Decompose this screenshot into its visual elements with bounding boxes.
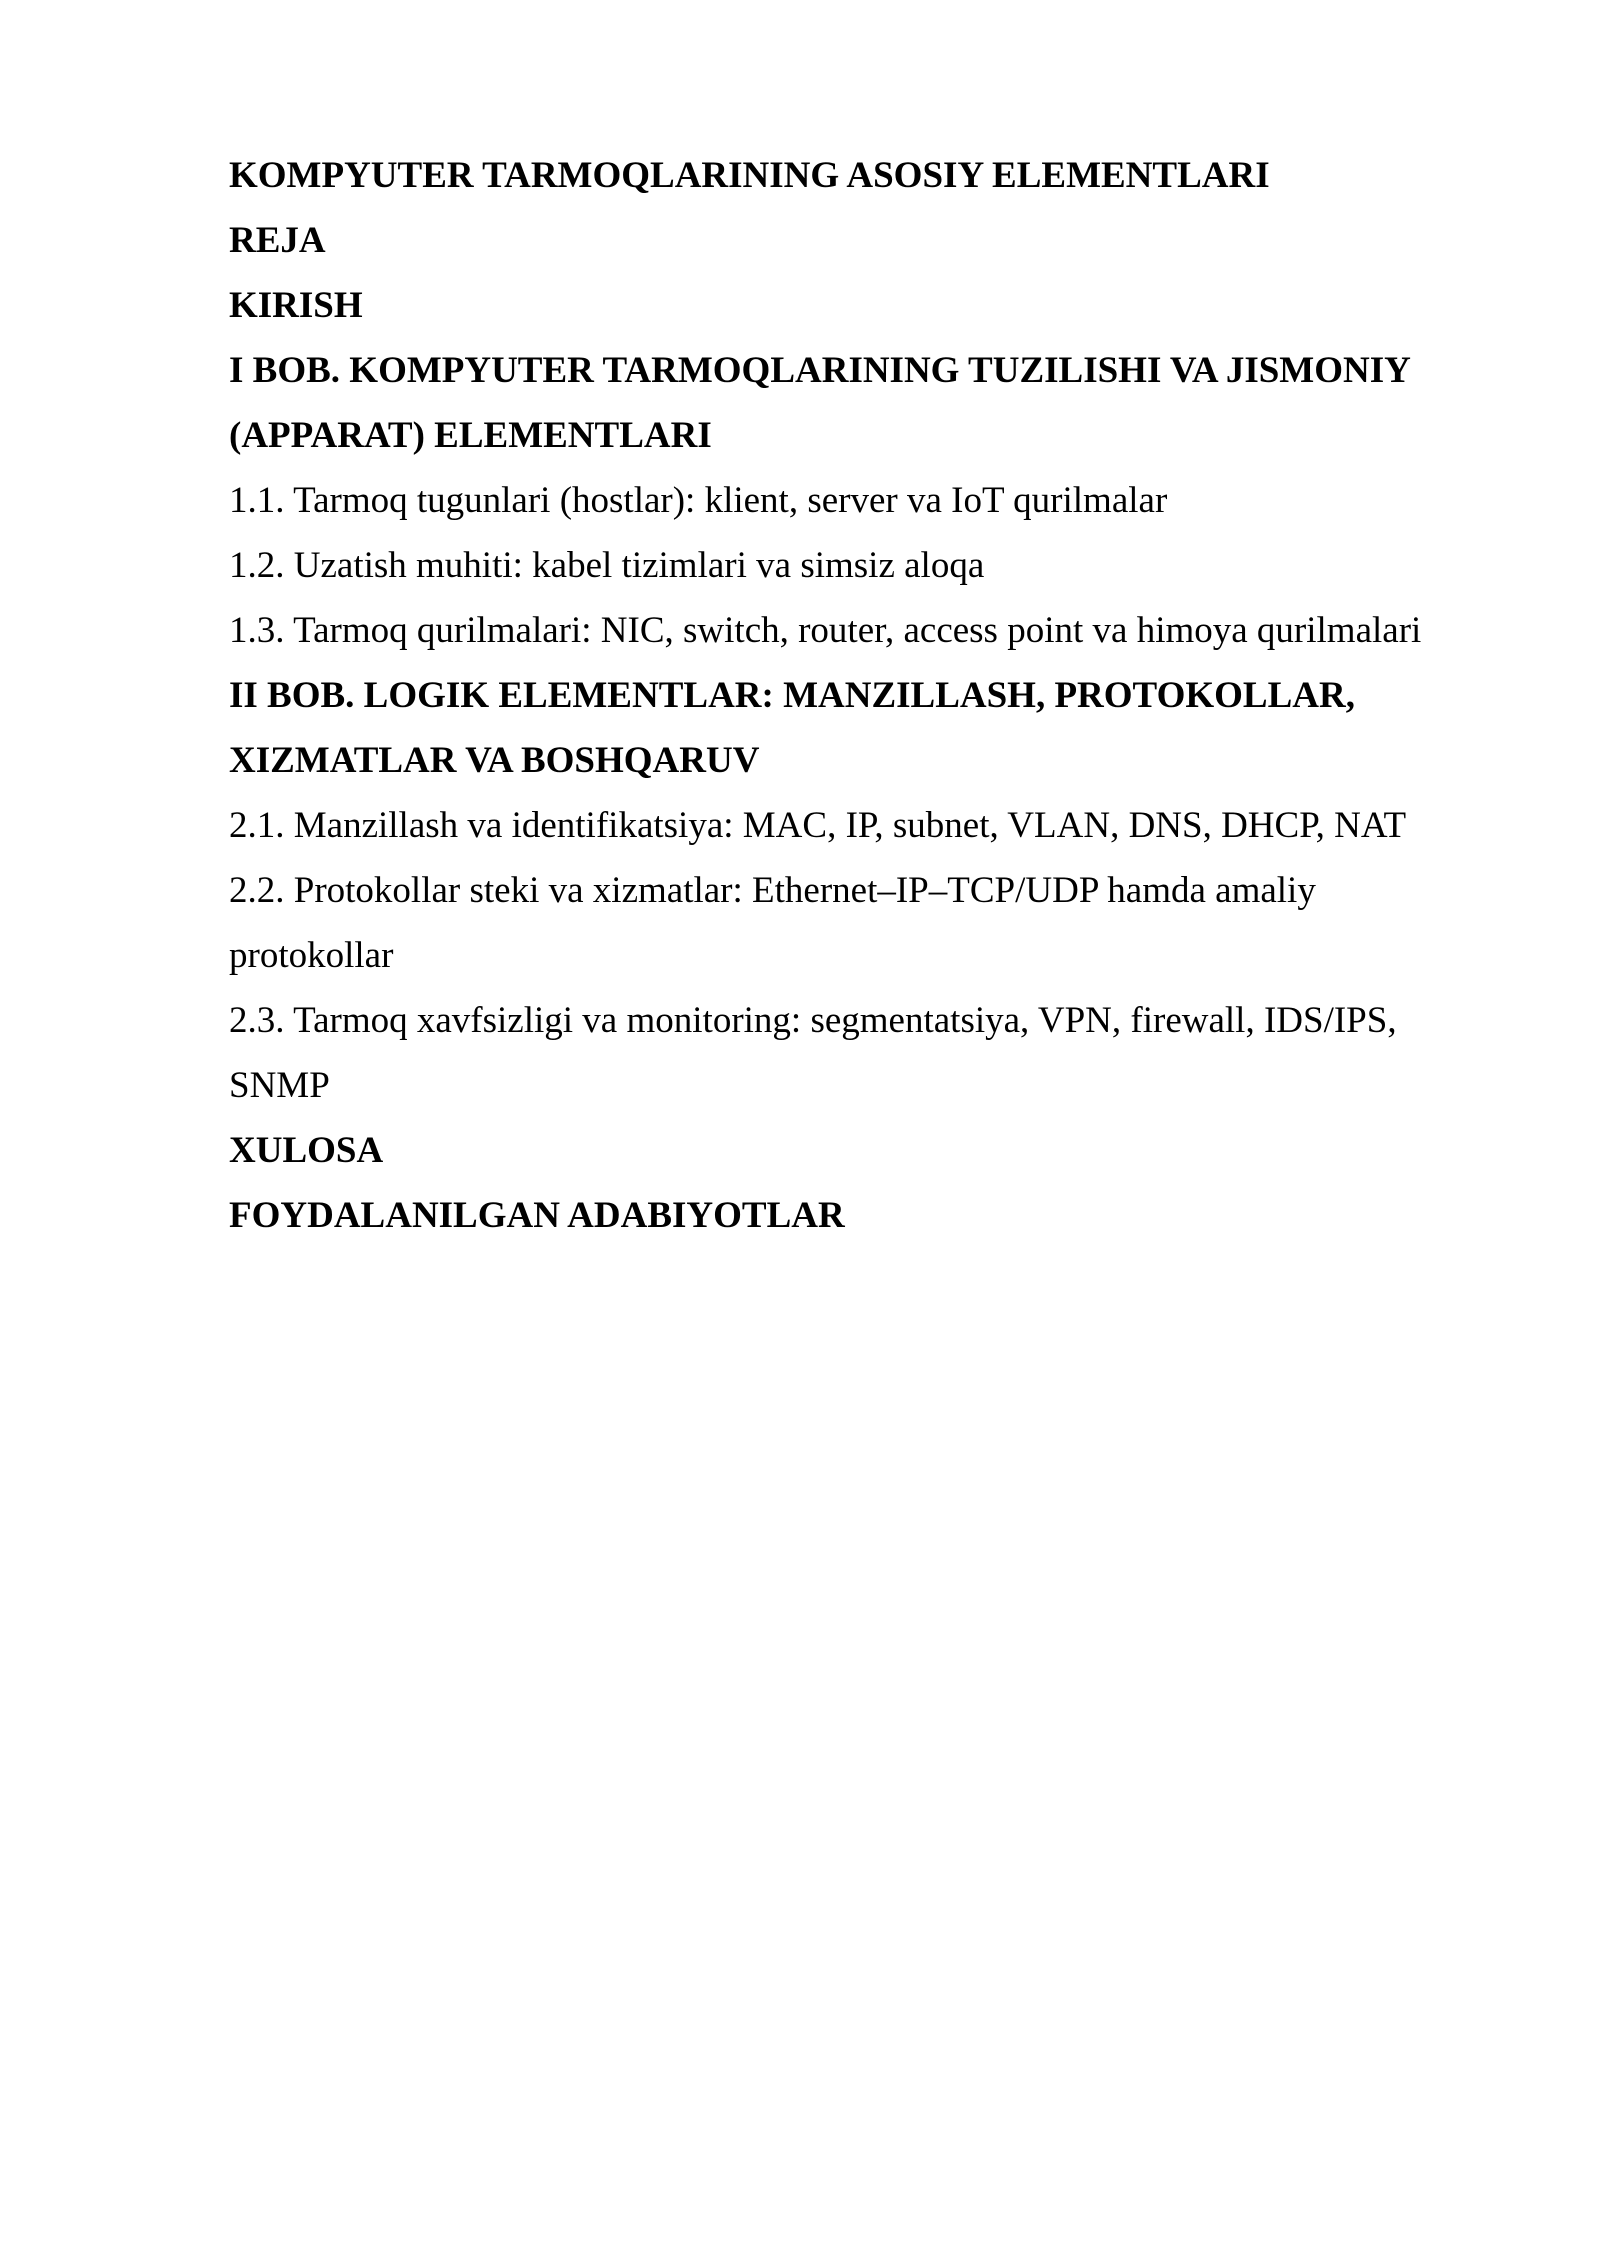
document-content bbox=[229, 143, 1474, 1248]
section-2-1: 2.1. Manzillash va identifikatsiya: MAC, IP, subnet, VLAN, DNS, DHCP, NAT bbox=[229, 805, 1407, 846]
section-1-1: 1.1. Tarmoq tugunlari (hostlar): klient, server va IoT qurilmalar bbox=[229, 480, 1168, 521]
intro-heading: KIRISH bbox=[229, 285, 363, 326]
section-1-2: 1.2. Uzatish muhiti: kabel tizimlari va simsiz aloqa bbox=[229, 545, 985, 586]
conclusion-heading: XULOSA bbox=[229, 1130, 384, 1171]
document-title: KOMPYUTER TARMOQLARINING ASOSIY ELEMENTLARI bbox=[229, 155, 1270, 196]
section-1-3: 1.3. Tarmoq qurilmalari: NIC, switch, router, access point va himoya qurilmalari bbox=[229, 610, 1422, 651]
plan-label: REJA bbox=[229, 220, 326, 261]
chapter2-title: II BOB. LOGIK ELEMENTLAR: MANZILLASH, PROTOKOLLAR, XIZMATLAR VA BOSHQARUV bbox=[229, 675, 1365, 781]
section-2-2: 2.2. Protokollar steki va xizmatlar: Ethernet–IP–TCP/UDP hamda amaliy protokollar bbox=[229, 870, 1326, 976]
chapter1-title: I BOB. KOMPYUTER TARMOQLARINING TUZILISHI VA JISMONIY (APPARAT) ELEMENTLARI bbox=[229, 350, 1419, 456]
section-2-3: 2.3. Tarmoq xavfsizligi va monitoring: segmentatsiya, VPN, firewall, IDS/IPS, SNMP bbox=[229, 1000, 1406, 1106]
references-heading: FOYDALANILGAN ADABIYOTLAR bbox=[229, 1195, 845, 1236]
